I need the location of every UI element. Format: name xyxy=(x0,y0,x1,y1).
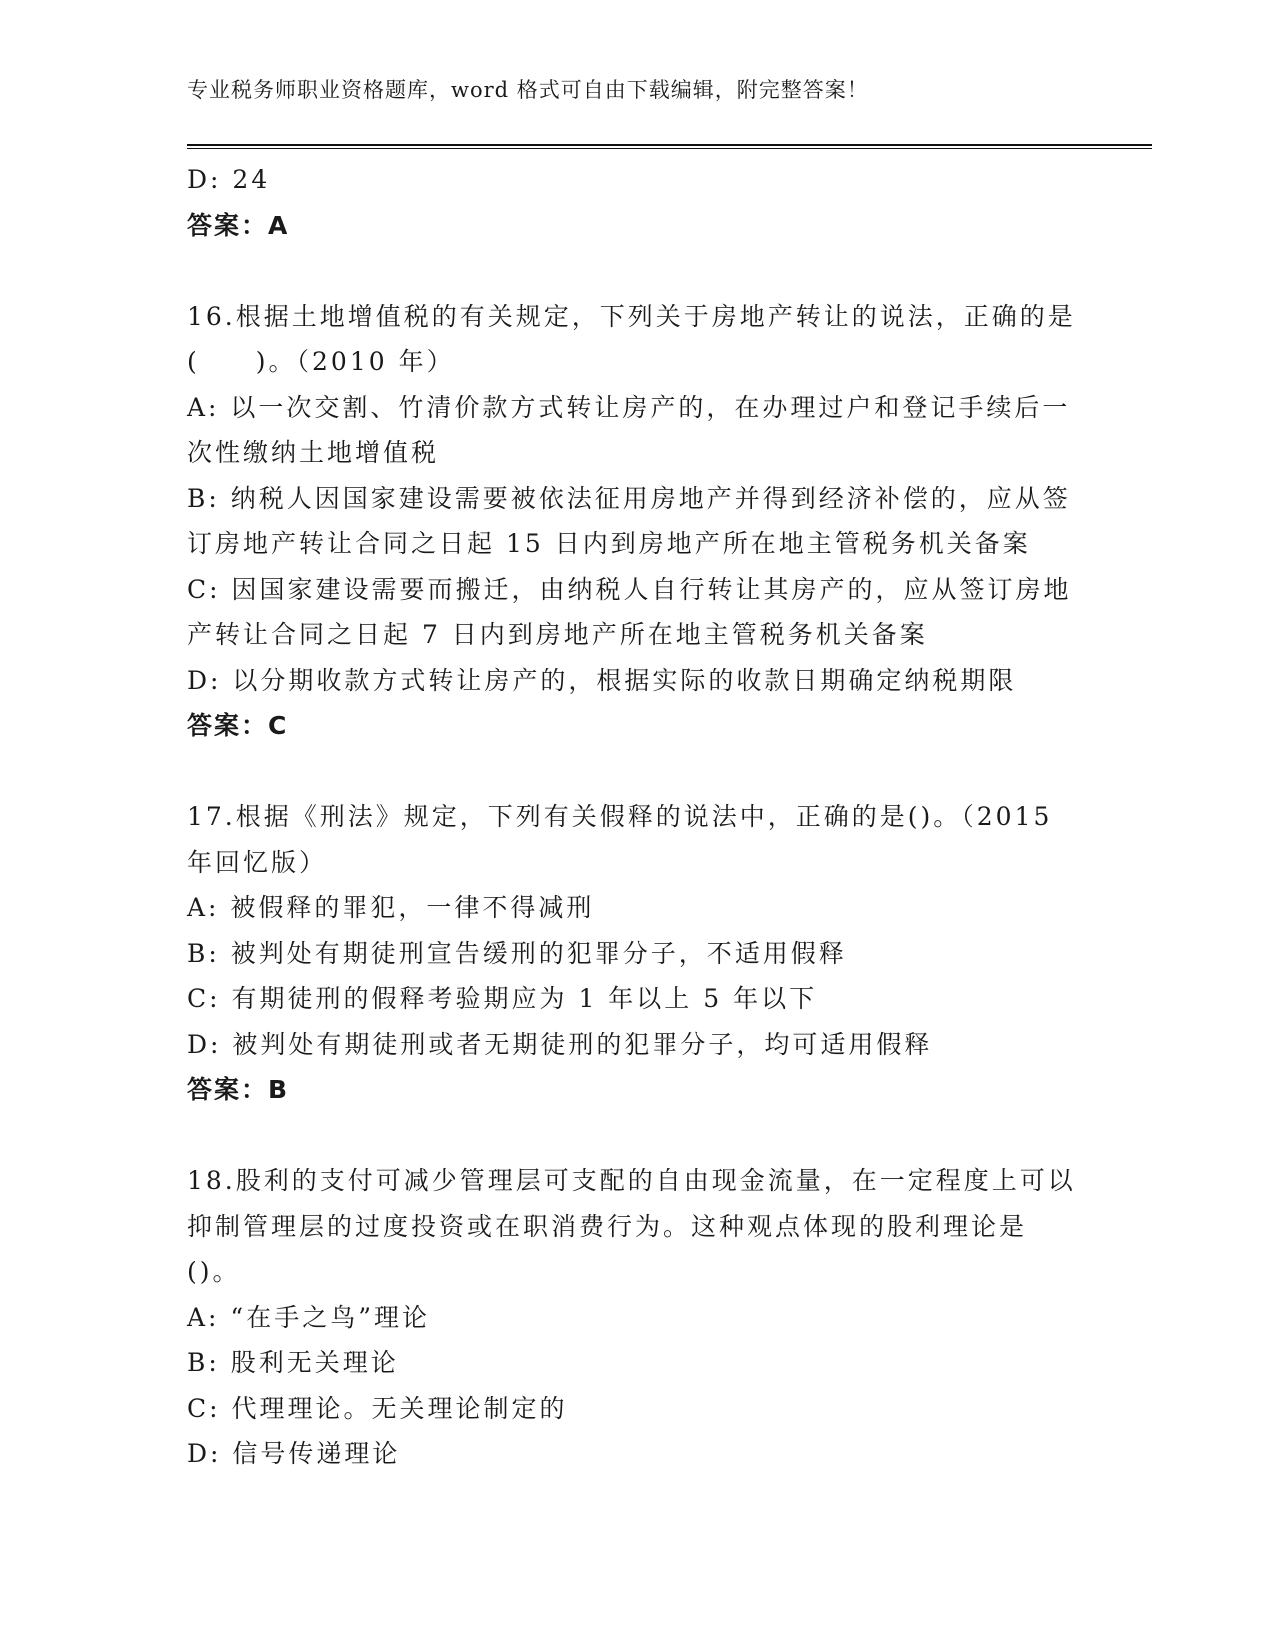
question-18-option-a: A: “在手之鸟”理论 xyxy=(187,1302,430,1332)
page-header: 专业税务师职业资格题库，word 格式可自由下载编辑，附完整答案！ xyxy=(187,78,869,102)
question-17-answer: 答案：B xyxy=(187,1075,290,1104)
question-16-option-a: A: 以一次交割、竹清价款方式转让房产的，在办理过户和登记手续后一次性缴纳土地增值税 xyxy=(187,392,1071,467)
question-17-option-d: D: 被判处有期徒刑或者无期徒刑的犯罪分子，均可适用假释 xyxy=(187,1029,933,1059)
question-16-option-c: C: 因国家建设需要而搬迁，由纳税人自行转让其房产的，应从签订房地产转让合同之日起 7 日内到房地产所在地主管税务机关备案 xyxy=(187,574,1072,649)
question-16-option-d: D: 以分期收款方式转让房产的，根据实际的收款日期确定纳税期限 xyxy=(187,665,1017,695)
question-18-option-c: C: 代理理论。无关理论制定的 xyxy=(187,1393,568,1423)
question-16-answer: 答案：C xyxy=(187,711,289,740)
question-17-option-c: C: 有期徒刑的假释考验期应为 1 年以上 5 年以下 xyxy=(187,984,818,1013)
question-17-option-a: A: 被假释的罪犯，一律不得减刑 xyxy=(187,893,595,922)
question-17-stem: 17.根据《刑法》规定，下列有关假释的说法中，正确的是()。（2015 年回忆版） xyxy=(187,802,1053,877)
question-18-stem: 18.股利的支付可减少管理层可支配的自由现金流量，在一定程度上可以抑制管理层的过度投资或在职消费行为。这种观点体现的股利理论是()。 xyxy=(187,1166,1076,1286)
question-17 xyxy=(187,794,1077,1113)
spacer xyxy=(187,1113,1077,1159)
question-17-option-b: B: 被判处有期徒刑宣告缓刑的犯罪分子，不适用假释 xyxy=(187,938,847,968)
header-divider xyxy=(187,144,1152,149)
spacer xyxy=(187,248,1077,294)
question-18 xyxy=(187,1158,1077,1477)
document-body xyxy=(187,157,1077,1477)
spacer xyxy=(187,749,1077,795)
question-18-option-b: B: 股利无关理论 xyxy=(187,1348,399,1377)
question-18-option-d: D: 信号传递理论 xyxy=(187,1439,401,1468)
question-16-stem: 16.根据土地增值税的有关规定，下列关于房地产转让的说法，正确的是( )。（2010 年） xyxy=(187,301,1076,376)
prev-option-d: D: 24 xyxy=(187,165,271,194)
prev-answer: 答案：A xyxy=(187,210,290,240)
question-16 xyxy=(187,294,1077,749)
question-16-option-b: B: 纳税人因国家建设需要被依法征用房地产并得到经济补偿的，应从签订房地产转让合同之日起 15 日内到房地产所在地主管税务机关备案 xyxy=(187,483,1071,558)
